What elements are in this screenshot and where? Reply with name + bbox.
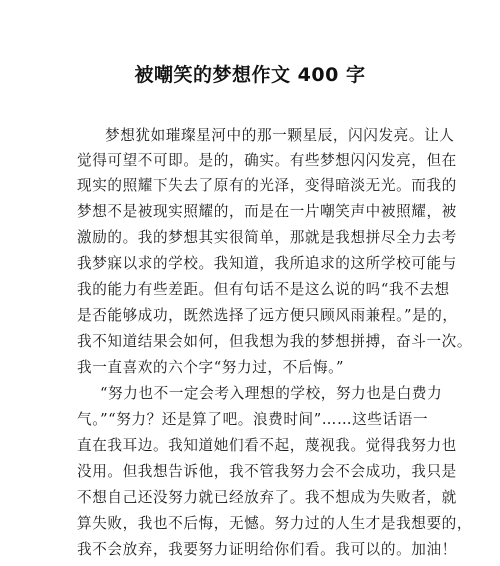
paragraph-1-line-1: 梦想犹如璀璨星河中的那一颗星辰，闪闪发亮。让人 — [105, 127, 455, 144]
paragraph-1-line-3: 现实的照耀下失去了原有的光泽，变得暗淡无光。而我的 — [77, 177, 457, 194]
paragraph-2-line-2: 气。”“努力？还是算了吧。浪费时间”……这些话语一 — [77, 411, 429, 428]
paragraph-1-line-4: 梦想不是被现实照耀的，而是在一片嘲笑声中被照耀，被 — [77, 203, 457, 220]
paragraph-2-line-6: 算失败，我也不后悔，无憾。努力过的人生才是我想要的， — [77, 515, 473, 532]
paragraph-2-line-7: 我不会放弃，我要努力证明给你们看。我可以的。加油！ — [77, 541, 457, 558]
paragraph-1-line-2: 觉得可望不可即。是的，确实。有些梦想闪闪发亮，但在 — [77, 152, 457, 169]
paragraph-1-line-5: 激励的。我的梦想其实很简单，那就是我想拼尽全力去考 — [77, 229, 457, 246]
paragraph-1-line-9: 我不知道结果会如何，但我想为我的梦想拼搏，奋斗一次。 — [77, 333, 473, 350]
paragraph-2-line-5: 不想自己还没努力就已经放弃了。我不想成为失败者，就 — [77, 489, 457, 506]
paragraph-1-line-10: 我一直喜欢的六个字“努力过，不后悔。” — [77, 359, 345, 376]
paragraph-2-line-3: 直在我耳边。我知道她们看不起，蔑视我。觉得我努力也 — [77, 437, 457, 454]
paragraph-1-line-7: 我的能力有些差距。但有句话不是这么说的吗“我不去想 — [77, 281, 450, 298]
paragraph-1-line-6: 我梦寐以求的学校。我知道，我所追求的这所学校可能与 — [77, 255, 457, 272]
paragraph-2-line-4: 没用。但我想告诉他，我不管我努力会不会成功，我只是 — [77, 463, 457, 480]
paragraph-2-line-1: “努力也不一定会考入理想的学校，努力也是白费力 — [100, 385, 443, 402]
paragraph-1-line-8: 是否能够成功，既然选择了远方便只顾风雨兼程。”是的， — [77, 307, 458, 324]
document-title: 被嘲笑的梦想作文 400 字 — [134, 64, 366, 86]
